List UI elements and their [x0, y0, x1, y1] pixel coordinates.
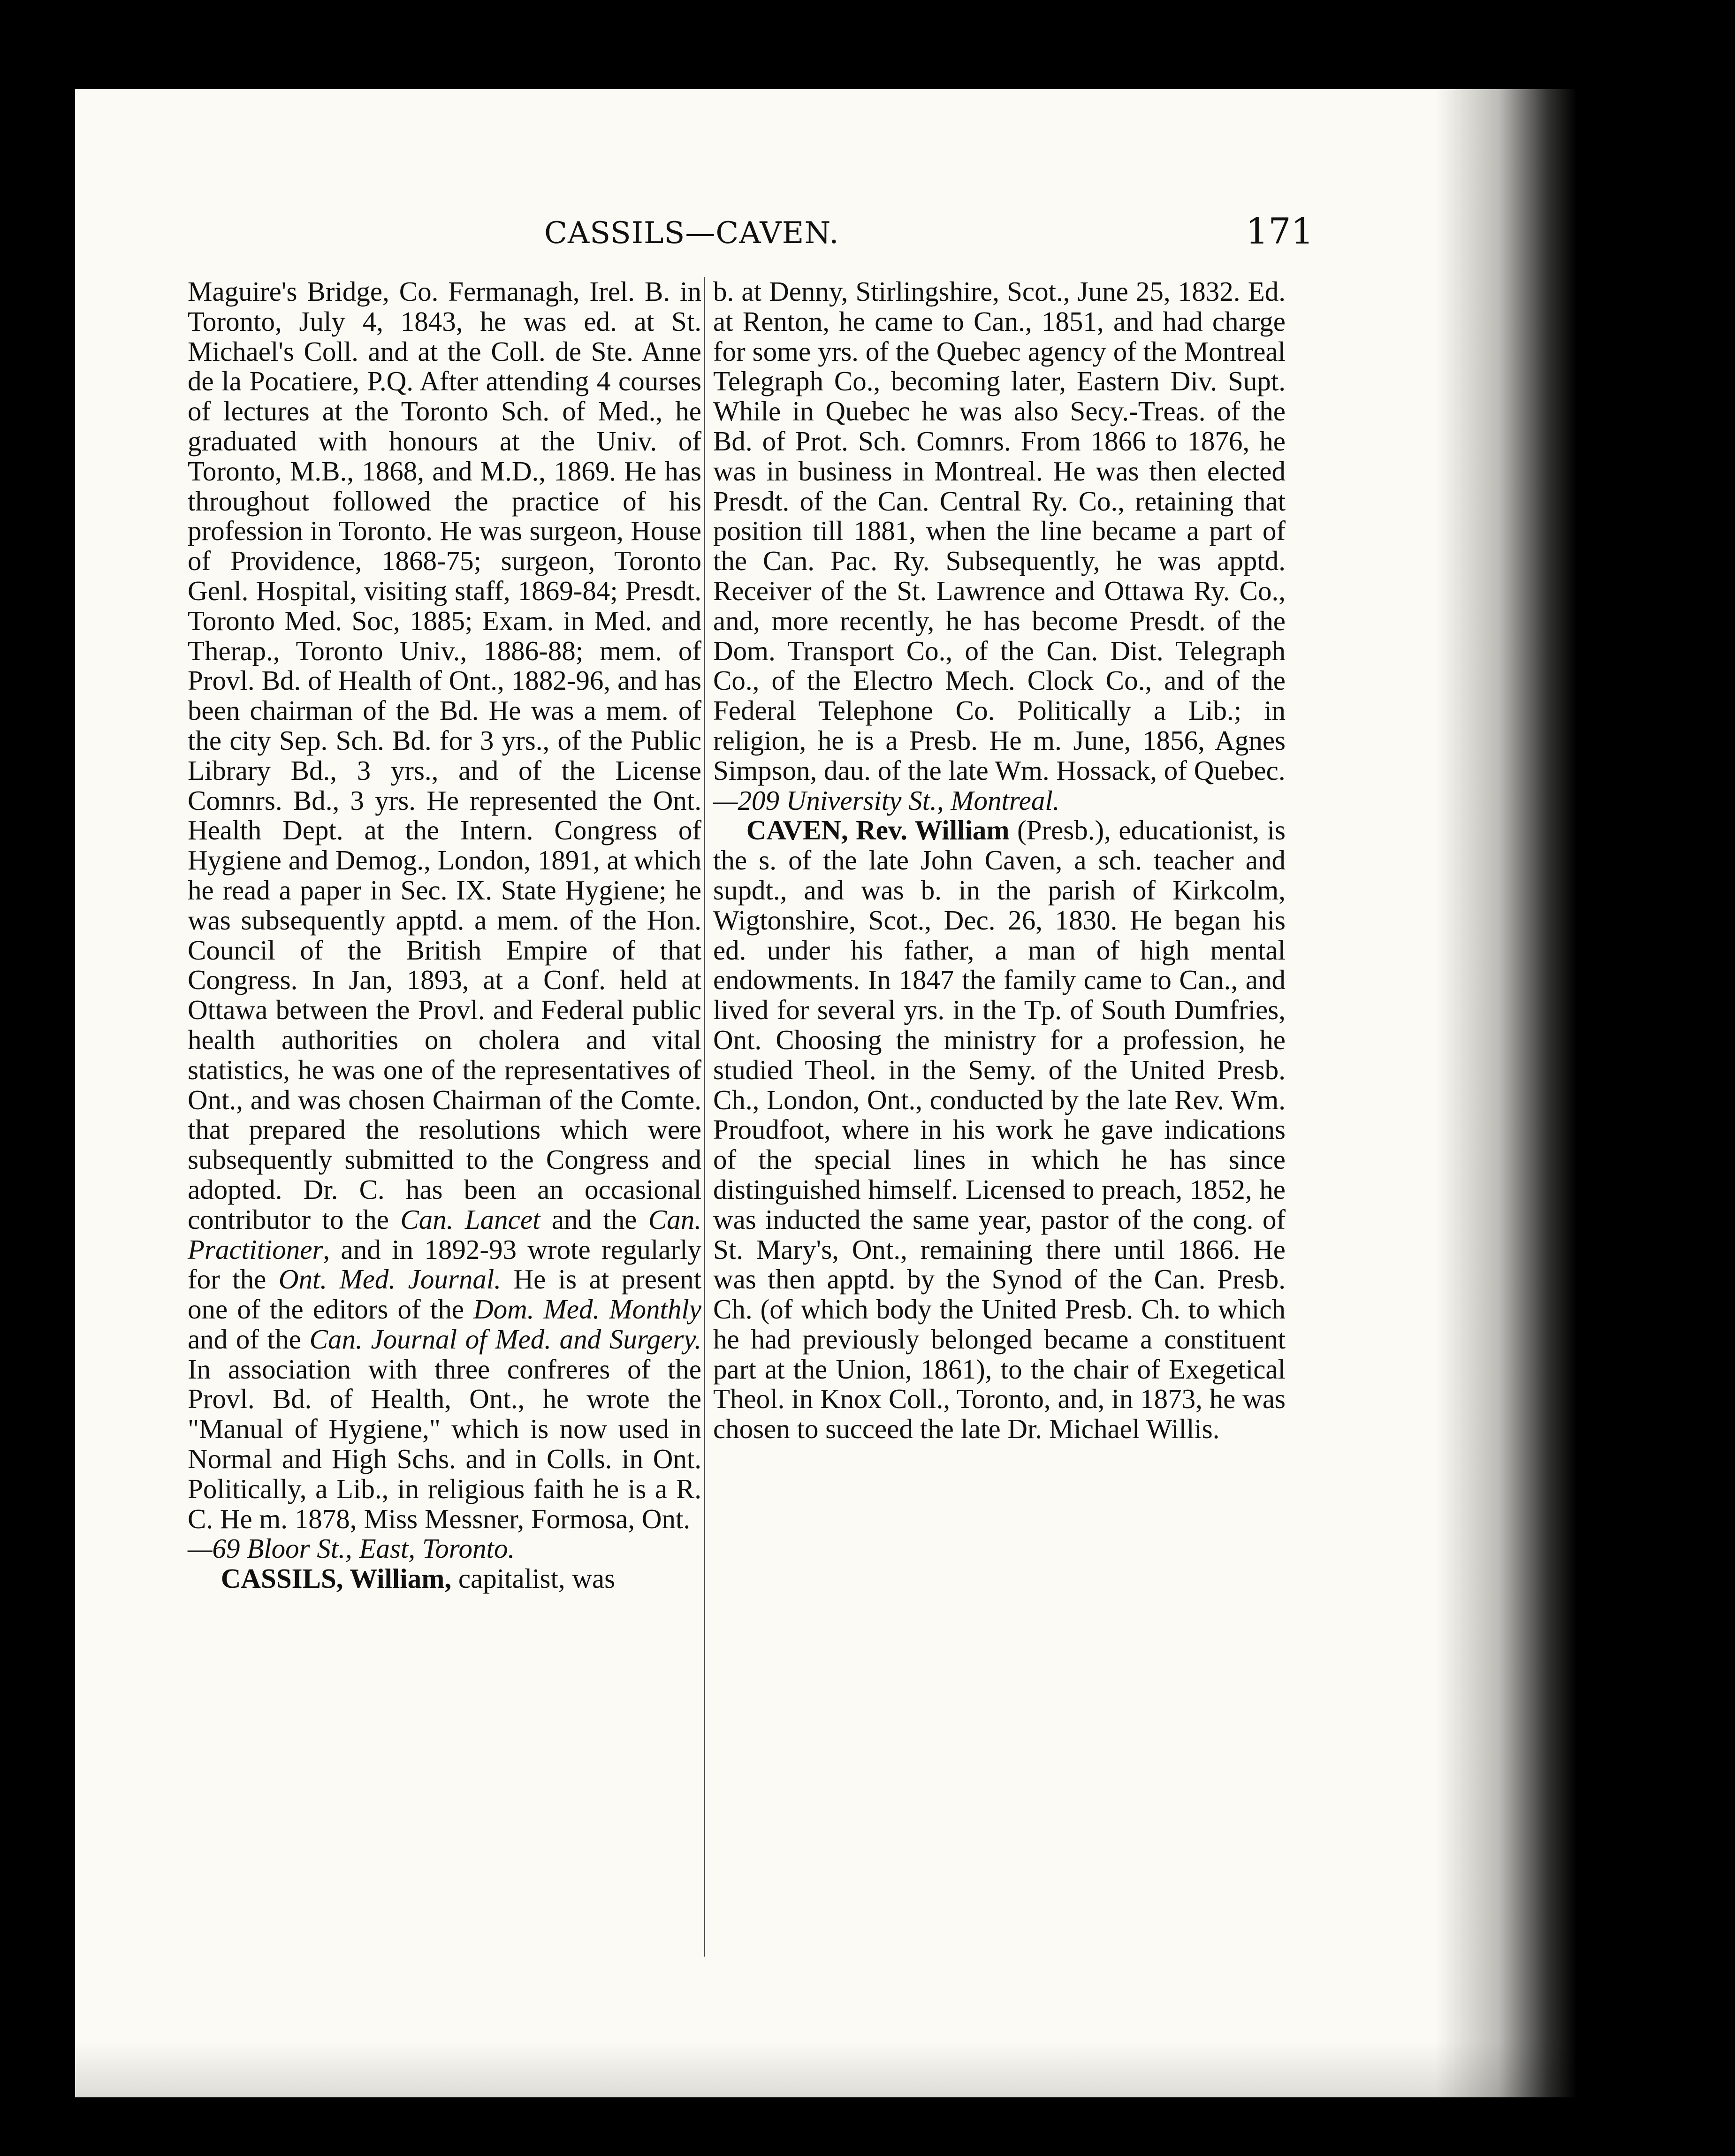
running-head: CASSILS—CAVEN.: [544, 216, 839, 251]
entry-address: —69 Bloor St., East, Toronto.: [188, 1533, 515, 1564]
publication-title: Can. Lancet: [400, 1204, 540, 1235]
page-header: [544, 210, 1314, 267]
entry-cassils-continued: Maguire's Bridge, Co. Fermanagh, Irel. B. in Toronto, July 4, 1843, he was ed. at St. Michael's Coll. and at the Coll. de Ste. Anne de la Pocatiere, P.Q. After attending 4 courses of lectures at the Toronto Sch. of Med., he graduated with honours at the Univ. of Toronto, M.B., 1868, and M.D., 1869. He has throughout followed the practice of his profession in Toronto. He was surgeon, House of Providence, 1868-75; surgeon, Toronto Genl. Hospital, visiting staff, 1869-84; Presdt. Toronto Med. Soc, 1885; Exam. in Med. and Therap., Toronto Univ., 1886-88; mem. of Provl. Bd. of Health of Ont., 1882-96, and has been chairman of the Bd. He was a mem. of the city Sep. Sch. Bd. for 3 yrs., of the Public Library Bd., 3 yrs., and of the License Comnrs. Bd., 3 yrs. He represented the Ont. Health Dept. at the Intern. Congress of Hygiene and Demog., London, 1891, at which he read a paper in Sec. IX. State Hygiene; he was subsequently apptd. a mem. of the Hon. Council of the British Empire of that Congress. In Jan, 1893, at a Conf. held at Ottawa between the Provl. and Federal public health authorities on cholera and vital statistics, he was one of the representatives of Ont., and was chosen Chairman of the Comte. that prepared the resolutions which were subsequently submitted to the Congress and adopted. Dr. C. has been an occasional contributor to the Can. Lancet and the Can. Practitioner, and in 1892-93 wrote regularly for the Ont. Med. Journal. He is at present one of the editors of the Dom. Med. Monthly and of the Can. Journal of Med. and Surgery. In association with three confreres of the Provl. Bd. of Health, Ont., he wrote the "Manual of Hygiene," which is now used in Normal and High Schs. and in Colls. in Ont. Politically, a Lib., in religious faith he is a R. C. He m. 1878, Miss Messner, Formosa, Ont.: [188, 276, 702, 1534]
publication-title: Can. Practitioner: [188, 1204, 702, 1265]
entry-text: capitalist, was: [451, 1563, 616, 1594]
left-column: [188, 277, 701, 1594]
entry-caven-william: [713, 815, 1286, 1444]
page-edge: [75, 2041, 1576, 2097]
book-page: [75, 89, 1576, 2097]
right-column: [713, 277, 1286, 1444]
entry-cassils-william-continued: b. at Denny, Stirlingshire, Scot., June 25, 1832. Ed. at Renton, he came to Can., 1851, and had charge for some yrs. of the Quebec agency of the Montreal Telegraph Co., becoming later, Eastern Div. Supt. While in Quebec he was also Secy.-Treas. of the Bd. of Prot. Sch. Comnrs. From 1866 to 1876, he was in business in Montreal. He was then elected Presdt. of the Can. Central Ry. Co., retaining that position till 1881, when the line became a part of the Can. Pac. Ry. Subsequently, he was apptd. Receiver of the St. Lawrence and Ottawa Ry. Co., and, more recently, he has become Presdt. of the Dom. Transport Co., of the Can. Dist. Telegraph Co., of the Electro Mech. Clock Co., and of the Federal Telephone Co. Politically a Lib.; in religion, he is a Presb. He m. June, 1856, Agnes Simpson, dau. of the late Wm. Hossack, of Quebec.: [713, 276, 1286, 786]
publication-title: Ont. Med. Journal.: [278, 1264, 501, 1295]
entry-name: CASSILS, William,: [221, 1563, 452, 1594]
binding-shadow: [1436, 89, 1576, 2097]
entry-name: CAVEN, Rev. William: [746, 815, 1010, 846]
entry-address: —209 University St., Montreal.: [713, 785, 1060, 816]
page-number: 171: [1245, 210, 1314, 252]
publication-title: Dom. Med. Monthly: [473, 1294, 701, 1325]
entry-cassils-william: [188, 1564, 701, 1594]
entry-text: (Presb.), educationist, is the s. of the late John Caven, a sch. teacher and supdt., and was b. in the parish of Kirkcolm, Wigtonshire, Scot., Dec. 26, 1830. He began his ed. under his father, a man of high mental endowments. In 1847 the family came to Can., and lived for several yrs. in the Tp. of South Dumfries, Ont. Choosing the ministry for a profession, he studied Theol. in the Semy. of the United Presb. Ch., London, Ont., conducted by the late Rev. Wm. Proudfoot, where in his work he gave indications of the special lines in which he has since distinguished himself. Licensed to preach, 1852, he was inducted the same year, pastor of the cong. of St. Mary's, Ont., remaining there until 1866. He was then apptd. by the Synod of the Can. Presb. Ch. (of which body the United Presb. Ch. to which he had previously belonged became a constituent part at the Union, 1861), to the chair of Exegetical Theol. in Knox Coll., Toronto, and, in 1873, he was chosen to succeed the late Dr. Michael Willis.: [713, 815, 1286, 1445]
column-divider: [704, 277, 705, 1957]
publication-title: Can. Journal of Med. and Surgery.: [309, 1323, 702, 1355]
